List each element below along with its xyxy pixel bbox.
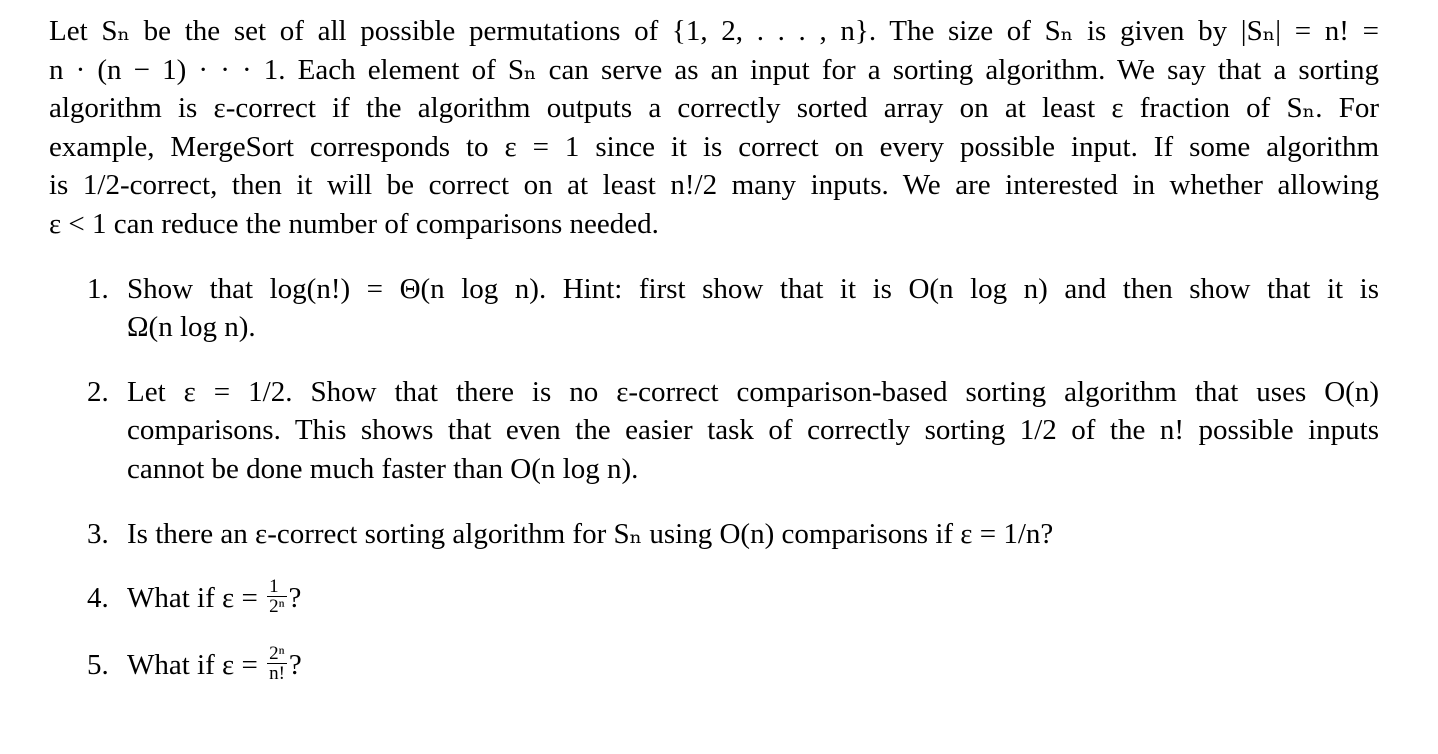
- question-item-2: [49, 373, 1379, 489]
- intro-line: n · (n − 1) · · · 1. Each element of Sₙ can serve as an input for a sorting algorithm. We say that a sorting: [49, 53, 1379, 86]
- item-text-line: Let ε = 1/2. Show that there is no ε-correct comparison-based sorting algorithm that uses O(n): [127, 375, 1379, 408]
- question-list: [49, 270, 1379, 687]
- fraction-denominator: n!: [269, 662, 285, 684]
- fraction: [267, 577, 286, 616]
- item-text-line: Ω(n log n).: [127, 311, 256, 344]
- item-number: 2.: [87, 375, 109, 408]
- question-item-3: [49, 515, 1379, 554]
- item-prefix: What if ε =: [127, 582, 258, 615]
- fraction: [267, 644, 287, 683]
- item-text-line: [127, 642, 1379, 687]
- item-number: 4.: [87, 582, 109, 615]
- intro-paragraph: [49, 12, 1379, 244]
- item-suffix: ?: [288, 648, 302, 681]
- item-number: 3.: [87, 517, 109, 550]
- item-prefix: What if ε =: [127, 648, 258, 681]
- item-text-line: [127, 575, 1379, 620]
- fraction-numerator: 1: [267, 577, 286, 597]
- intro-line: example, MergeSort corresponds to ε = 1 since it is correct on every possible input. If some algorithm: [49, 130, 1379, 163]
- intro-line: ε < 1 can reduce the number of comparisons needed.: [49, 207, 659, 240]
- item-suffix: ?: [288, 582, 302, 615]
- item-number: 5.: [87, 648, 109, 681]
- fraction-numerator: 2ⁿ: [267, 644, 287, 664]
- item-number: 1.: [87, 272, 109, 305]
- intro-line: Let Sₙ be the set of all possible permutations of {1, 2, . . . , n}. The size of Sₙ is given by |Sₙ| = n! =: [49, 15, 1379, 47]
- intro-line: is 1/2-correct, then it will be correct on at least n!/2 many inputs. We are interested in whether allowing: [49, 169, 1379, 202]
- fraction-denominator: 2ⁿ: [269, 595, 285, 617]
- document-page: [49, 12, 1379, 687]
- question-item-4: [49, 575, 1379, 620]
- item-text-line: Is there an ε-correct sorting algorithm for Sₙ using O(n) comparisons if ε = 1/n?: [127, 517, 1054, 550]
- intro-line: algorithm is ε-correct if the algorithm outputs a correctly sorted array on at least ε fraction of Sₙ. For: [49, 92, 1379, 125]
- item-text-line: comparisons. This shows that even the easier task of correctly sorting 1/2 of the n! possible inputs: [127, 414, 1379, 447]
- item-text-line: Show that log(n!) = Θ(n log n). Hint: first show that it is O(n log n) and then show that it is: [127, 272, 1379, 305]
- question-item-1: [49, 270, 1379, 347]
- question-item-5: [49, 642, 1379, 687]
- item-text-line: cannot be done much faster than O(n log n).: [127, 452, 639, 485]
